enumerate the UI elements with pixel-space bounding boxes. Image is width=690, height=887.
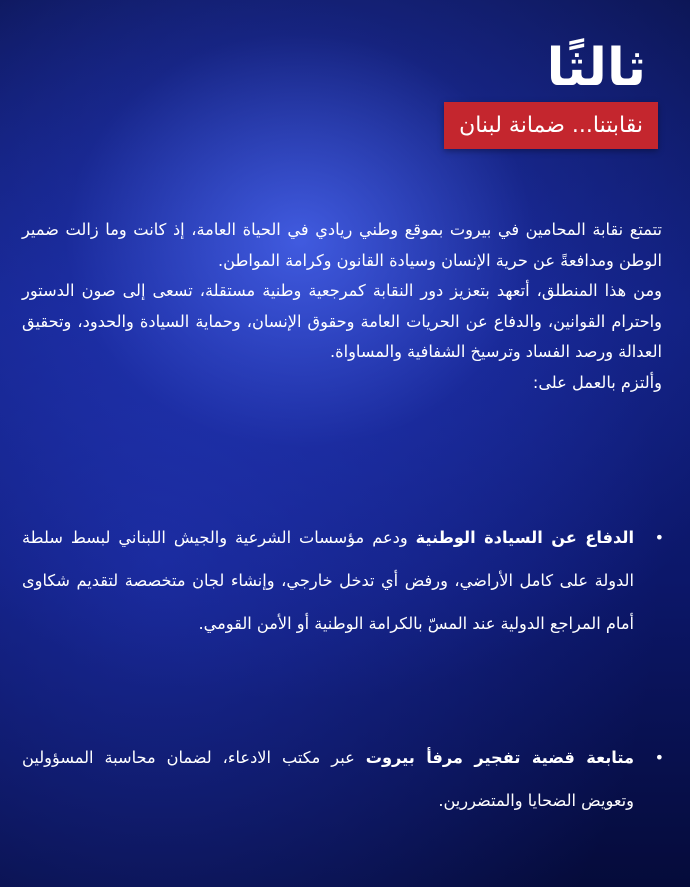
list-item <box>22 516 662 645</box>
bullet-marker: • <box>654 748 664 767</box>
intro-paragraph: ومن هذا المنطلق، أتعهد بتعزيز دور النقابة كمرجعية وطنية مستقلة، تسعى إلى صون الدستور واحترام القوانين، والدفاع عن الحريات العامة وحقوق الإنسان، وحماية السيادة والحدود، وتحقيق العدالة ورصد الفساد وترسيخ الشفافية والمساواة. <box>22 281 662 361</box>
list-item-bold: متابعة قضية تفجير مرفأ بيروت <box>365 748 635 767</box>
list-item-bold: الدفاع عن السيادة الوطنية <box>415 528 634 547</box>
list-item-body: ودعم مؤسسات الشرعية والجيش اللبناني لبسط سلطة الدولة على كامل الأراضي، ورفض أي تدخل خارجي، وإنشاء لجان متخصصة لتقديم شكاوى أمام المراجع الدولية عند المسّ بالكرامة الوطنية أو الأمن القومي. <box>22 528 634 633</box>
list-item-text <box>22 516 662 645</box>
intro-paragraph: تتمتع نقابة المحامين في بيروت بموقع وطني ريادي في الحياة العامة، إذ كانت وما زالت ضمير الوطن ومدافعةً عن حرية الإنسان وسيادة القانون وكرامة المواطن. <box>22 220 662 270</box>
list-item-body: عبر مكتب الادعاء، لضمان محاسبة المسؤولين وتعويض الضحايا والمتضررين. <box>22 748 634 810</box>
list-item-text <box>22 736 662 822</box>
bullet-marker: • <box>654 528 664 547</box>
intro-text <box>22 215 662 398</box>
section-title-banner <box>444 102 658 149</box>
intro-paragraph: وألتزم بالعمل على: <box>532 372 662 392</box>
list-item <box>22 736 662 822</box>
section-title-text: نقابتنا... ضمانة لبنان <box>459 113 643 138</box>
section-ordinal-heading: ثالثًا <box>546 38 646 98</box>
